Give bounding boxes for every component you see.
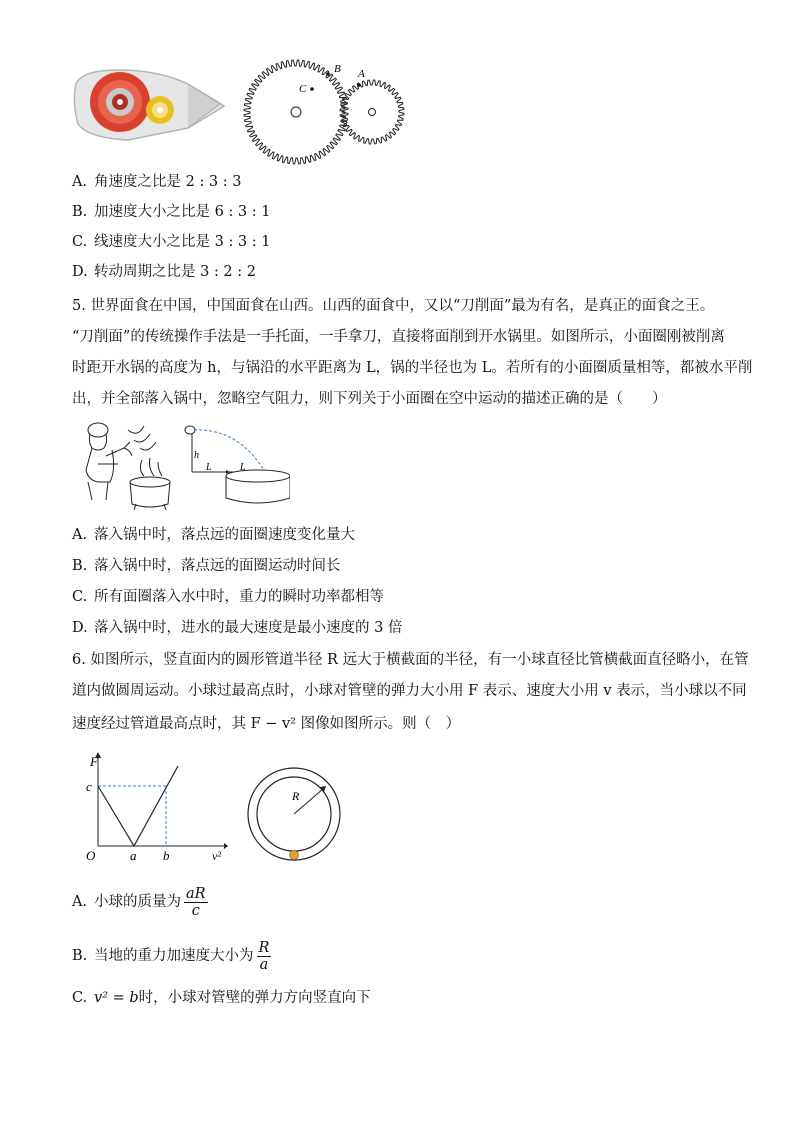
condition-v2-eq-b: v² = b (94, 990, 139, 1006)
height-label: h (194, 450, 199, 461)
c-tick-label: c (86, 779, 92, 794)
q5-stem-line2: “刀削面”的传统操作手法是一手托面，一手拿刀，直接将面削到开水锅里。如图所示，小面圈刚被削离 (72, 329, 725, 345)
a-tick-label: a (130, 848, 137, 863)
option-text: 加速度大小之比是 6 : 3 : 1 (94, 204, 271, 220)
fraction-numerator: aR (186, 885, 206, 902)
q4-option-b[interactable] (72, 202, 271, 222)
option-letter: C. (72, 589, 88, 605)
fraction-r-over-a (257, 940, 272, 973)
option-text: 落入锅中时，落点远的面圈速度变化量大 (94, 527, 355, 543)
f-v2-graph (78, 752, 228, 864)
q5-stem-line1: 5. 世界面食在中国，中国面食在山西。山西的面食中，又以“刀削面”最为有名，是真正的面食之王。 (72, 298, 715, 314)
fraction-numerator: R (258, 939, 270, 956)
option-text: 线速度大小之比是 3 : 3 : 1 (94, 234, 271, 250)
option-text: 小球的质量为 (94, 894, 181, 910)
option-letter: B. (72, 948, 88, 964)
v2-axis-label: v² (212, 849, 221, 863)
q6-stem-line2: 道内做圆周运动。小球过最高点时，小球对管壁的弹力大小用 F 表示、速度大小用 v 表示，当小球以不同 (72, 683, 747, 699)
distance-label-2: L (240, 462, 246, 473)
option-text: 时，小球对管壁的弹力方向竖直向下 (138, 990, 371, 1006)
option-letter: A. (72, 894, 88, 910)
ball (290, 851, 299, 860)
option-letter: B. (72, 558, 88, 574)
option-text: 角速度之比是 2 : 3 : 3 (94, 174, 242, 190)
q5-stem-line3: 时距开水锅的高度为 h，与锅沿的水平距离为 L，锅的半径也为 L。若所有的小面圈质量相等，都被水平削 (72, 360, 753, 376)
q4-option-a[interactable] (72, 172, 242, 192)
correction-tape-photo (68, 62, 228, 144)
q4-option-d[interactable] (72, 262, 256, 282)
q6-option-b[interactable] (72, 936, 271, 976)
circular-tube-diagram (244, 766, 344, 866)
option-letter: A. (72, 527, 88, 543)
chef-cutting-noodles-illustration (78, 420, 178, 510)
option-text: 当地的重力加速度大小为 (94, 948, 254, 964)
option-letter: D. (72, 264, 88, 280)
gear-diagram (240, 58, 415, 166)
q6-stem-line3: 速度经过管道最高点时，其 F − v² 图像如图所示。则（ ） (72, 716, 461, 732)
b-tick-label: b (163, 848, 170, 863)
point-c-label: C (299, 83, 307, 95)
q5-stem-line4: 出，并全部落入锅中，忽略空气阻力，则下列关于小面圈在空中运动的描述正确的是（ ） (72, 391, 667, 407)
q5-option-b[interactable] (72, 556, 341, 576)
radius-label: R (292, 789, 300, 803)
f-axis-label: F (90, 754, 98, 769)
fraction-denominator: a (259, 956, 269, 973)
origin-label: O (86, 848, 96, 863)
q6-option-a[interactable] (72, 882, 208, 922)
option-text: 落入锅中时，落点远的面圈运动时间长 (94, 558, 341, 574)
q6-stem-line1: 6. 如图所示，竖直面内的圆形管道半径 R 远大于横截面的半径，有一小球直径比管横截面直径略小，在管 (72, 652, 749, 668)
q5-option-a[interactable] (72, 525, 355, 545)
option-letter: D. (72, 620, 88, 636)
option-text: 所有面圈落入水中时，重力的瞬时功率都相等 (94, 589, 384, 605)
pot-trajectory-diagram (180, 420, 290, 512)
option-letter: C. (72, 234, 88, 250)
option-letter: A. (72, 174, 88, 190)
option-letter: B. (72, 204, 88, 220)
option-text: 转动周期之比是 3 : 2 : 2 (94, 264, 256, 280)
q4-option-c[interactable] (72, 232, 271, 252)
q6-option-c[interactable] (72, 988, 371, 1008)
point-a-label: A (358, 68, 365, 80)
fraction-ar-over-c (184, 886, 208, 919)
option-text: 落入锅中时，进水的最大速度是最小速度的 3 倍 (94, 620, 403, 636)
option-letter: C. (72, 990, 88, 1006)
fraction-denominator: c (191, 902, 200, 919)
q5-option-c[interactable] (72, 587, 384, 607)
distance-label-1: L (206, 462, 212, 473)
q5-option-d[interactable] (72, 618, 402, 638)
point-b-label: B (334, 63, 341, 75)
